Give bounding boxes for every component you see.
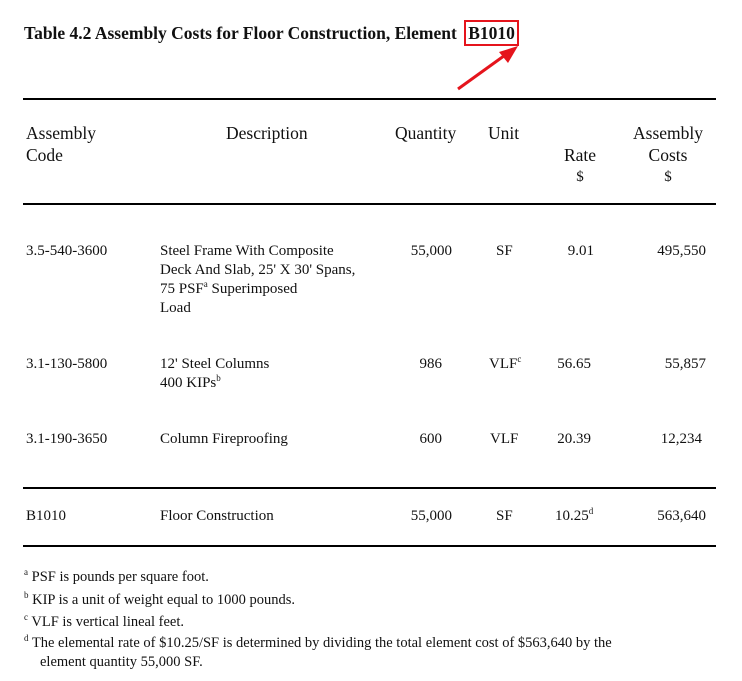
table-bottom-rule: [23, 545, 716, 547]
rate: [555, 507, 593, 526]
footnote-text: The elemental rate of $10.25/SF is determined by dividing the total element cost of $563,640 by the: [31, 635, 612, 651]
footnote-mark: c: [24, 612, 28, 622]
assembly-cost: 563,640: [657, 508, 706, 524]
description-text: 400 KIPs: [160, 375, 217, 391]
assembly-code: 3.5-540-3600: [26, 243, 108, 259]
header-unit: Unit: [488, 123, 520, 143]
header-text: Assembly: [26, 123, 96, 143]
description-line: Steel Frame With Composite: [160, 243, 334, 259]
footnote: [24, 591, 295, 610]
footnote-mark: d: [588, 506, 594, 516]
quantity: 55,000: [410, 243, 452, 259]
element-code-highlight: B1010: [464, 20, 519, 46]
description: [160, 355, 390, 393]
footnote: [24, 634, 724, 672]
footnote-text: KIP is a unit of weight equal to 1000 pounds.: [32, 592, 295, 608]
description-line: Deck And Slab, 25' X 30' Spans,: [160, 262, 356, 278]
unit: [489, 355, 521, 374]
footnote-text: VLF is vertical lineal feet.: [31, 614, 184, 630]
rate: 20.39: [557, 431, 591, 447]
header-bottom-rule: [23, 203, 716, 205]
footnote-text: PSF is pounds per square foot.: [31, 569, 209, 585]
rate-text: 10.25: [555, 508, 589, 524]
footnote: [24, 568, 209, 587]
table-title-text: Table 4.2 Assembly Costs for Floor Construction, Element: [24, 23, 462, 43]
header-assembly-code: [26, 122, 96, 166]
description: [160, 242, 390, 318]
table-top-rule: [23, 98, 716, 100]
unit-text: VLF: [489, 356, 518, 372]
header-quantity: Quantity: [395, 123, 457, 143]
footnote-mark: b: [216, 373, 221, 383]
quantity: 986: [419, 356, 442, 372]
footnote-mark: b: [24, 590, 29, 600]
assembly-cost: 495,550: [657, 243, 706, 259]
unit: SF: [496, 243, 513, 259]
description-line: [160, 374, 390, 393]
header-text: Costs: [648, 145, 688, 165]
footnote: [24, 613, 184, 632]
header-assembly-costs: [622, 122, 714, 188]
footnote-line: [24, 634, 724, 653]
description-line: [160, 280, 390, 299]
description-text: 75 PSF: [160, 281, 204, 297]
rate: 9.01: [567, 243, 594, 259]
header-text: Rate: [563, 145, 597, 165]
description: Floor Construction: [160, 508, 274, 524]
assembly-code: B1010: [26, 508, 67, 524]
description-text: Superimposed: [207, 281, 298, 297]
footnote-mark: d: [24, 633, 29, 643]
description: Column Fireproofing: [160, 431, 288, 447]
header-text: Code: [26, 145, 63, 165]
unit: SF: [496, 508, 513, 524]
footnote-mark: a: [24, 567, 28, 577]
footnote-mark: a: [203, 279, 208, 289]
quantity: 600: [419, 431, 442, 447]
assembly-code: 3.1-130-5800: [26, 356, 108, 372]
description-line: 12' Steel Columns: [160, 356, 270, 372]
header-text: $: [576, 169, 584, 185]
description-line: Load: [160, 300, 191, 316]
quantity: 55,000: [410, 508, 452, 524]
footnote-mark: c: [517, 354, 522, 364]
total-top-rule: [23, 487, 716, 489]
footnote-line: element quantity 55,000 SF.: [40, 654, 203, 670]
assembly-cost: 12,234: [660, 431, 702, 447]
header-description: Description: [226, 123, 308, 143]
assembly-code: 3.1-190-3650: [26, 431, 108, 447]
unit: VLF: [490, 431, 519, 447]
rate: 56.65: [557, 356, 591, 372]
assembly-cost: 55,857: [664, 356, 706, 372]
header-rate: [555, 144, 605, 188]
header-text: $: [664, 169, 672, 185]
header-text: Assembly: [633, 123, 703, 143]
